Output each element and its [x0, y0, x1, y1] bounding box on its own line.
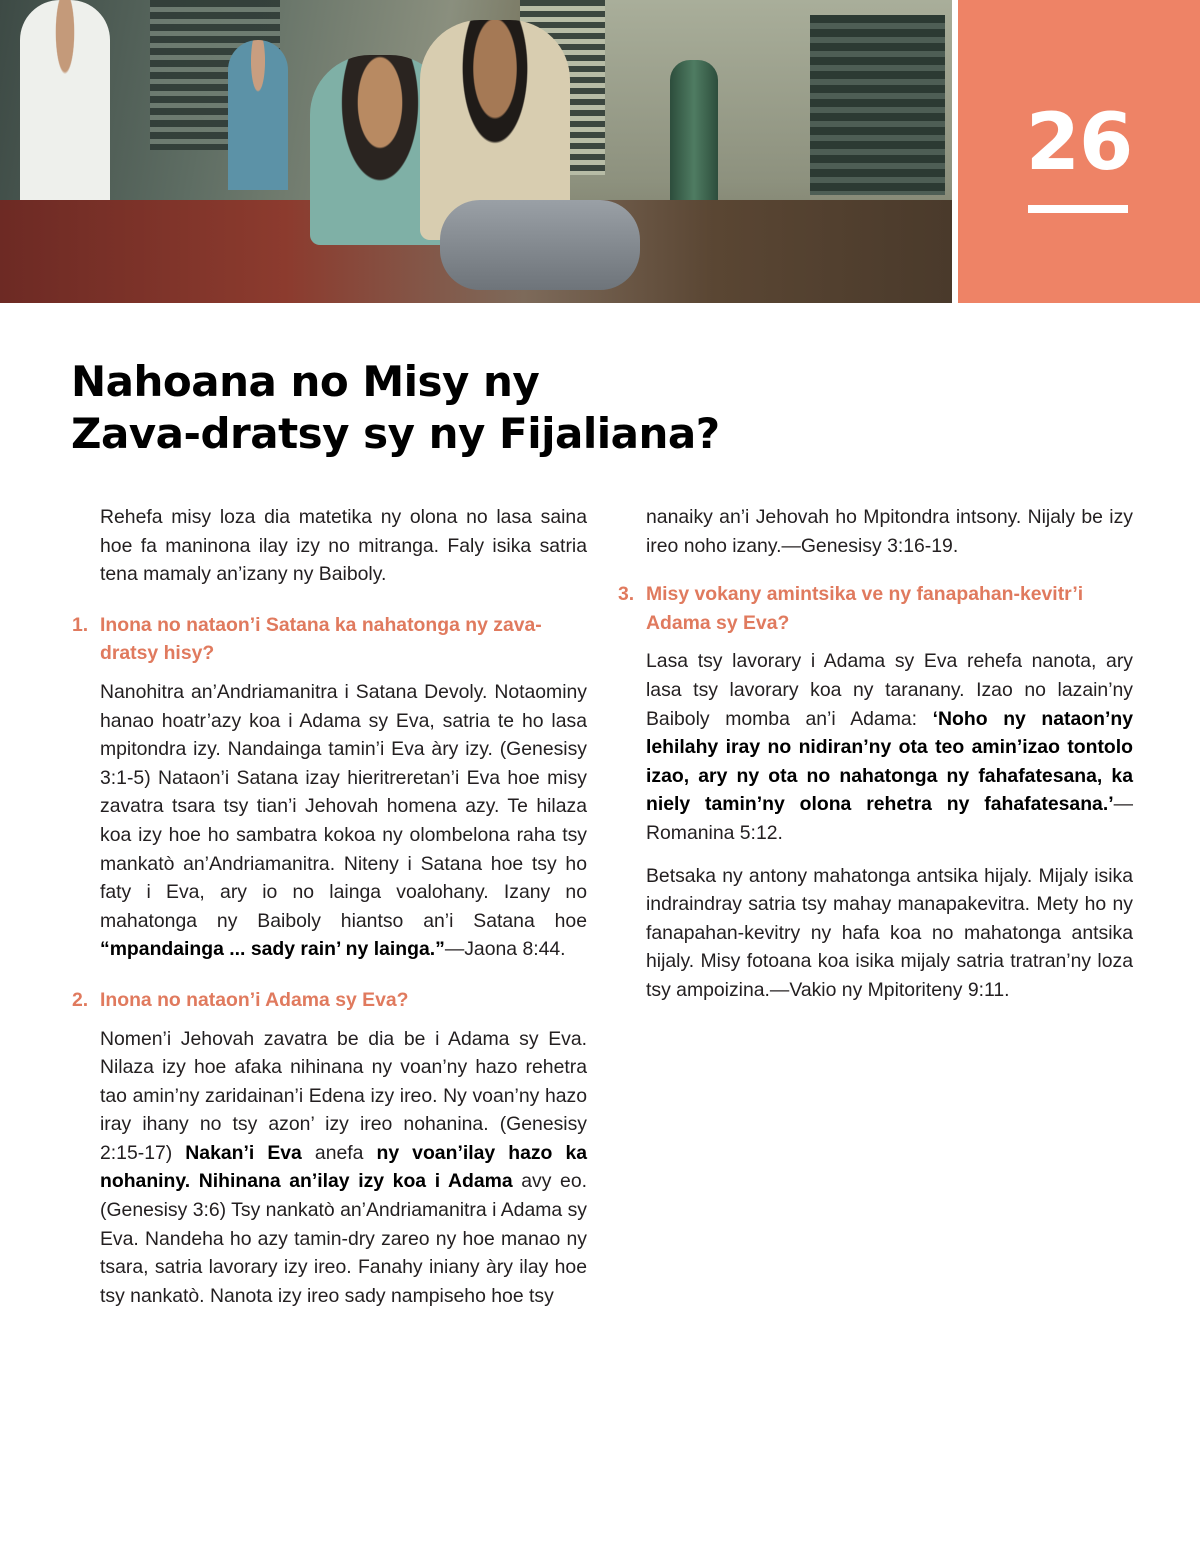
answer-2-paragraph	[100, 1025, 587, 1311]
question-1-number: 1.	[72, 613, 89, 636]
chapter-underline	[1028, 205, 1128, 213]
chapter-number: 26	[1025, 98, 1133, 188]
question-2-text: Inona no nataon’i Adama sy Eva?	[100, 988, 409, 1011]
answer-1-text: Nanohitra an’Andriamanitra i Satana Devoly. Notaominy hanao hoatr’azy koa i Adama sy Eva, satria te ho lasa mpitondra izy. Nandainga tamin’i Eva àry izy. (Genesisy 3:1-5) Nataon’i Satana izay hieritreretan’i Eva hoe misy zavatra tsara tsy tian’i Jehovah homena azy. Te hilaza koa izy hoe ho sambatra kokoa ny olombelona raha tsy mankatò an’Andriamanitra. Niteny i Satana hoe tsy ho faty i Eva, ary io no lainga voalohany. Izany no mahatonga ny Baiboly hiantso an’i Satana hoe	[100, 680, 587, 932]
chapter-tab	[958, 0, 1200, 303]
question-3	[618, 580, 1133, 637]
answer-1-quote: “mpandainga ... sady rain’ ny lainga.”	[100, 938, 445, 961]
answer-2-bold-b: ny voan’ilay hazo ka nohaniny. Nihinana an’ilay izy koa i Adama	[100, 1141, 588, 1193]
answer-2-continuation: nanaiky an’i Jehovah ho Mpitondra intsony. Nijaly be izy ireo noho izany.—Genesisy 3:16-19.	[646, 506, 1133, 557]
hospital-family-photo	[0, 0, 952, 303]
question-3-text: Misy vokany amintsika ve ny fanapahan-kevitr’i Adama sy Eva?	[646, 583, 1084, 634]
answer-3-paragraph-2: Betsaka ny antony mahatonga antsika hijaly. Mijaly isika indraindray satria tsy mahay manapakevitra. Mety ho ny fanapahan-kevitry ny hafa koa no mahatonga antsika hijaly. Misy fotoana koa isika mijaly satria tratran’ny loza tsy ampoizina.—Vakio ny Mpitoriteny 9:11.	[646, 864, 1133, 1001]
question-3-number: 3.	[618, 583, 635, 606]
question-1	[72, 611, 587, 668]
answer-1-paragraph	[100, 678, 587, 964]
page-title	[71, 356, 871, 460]
photo-child	[440, 200, 640, 290]
answer-2-text-a: Nomen’i Jehovah zavatra be dia be i Adama sy Eva. Nilaza izy hoe afaka nihinana ny voan’ny hazo rehetra tao amin’ny zaridainan’i Edena izy ireo. Ny voan’ny hazo iray ihany no tsy azon’ izy ireo nohanina. (Genesisy 2:15-17)	[100, 1027, 587, 1164]
answer-2-bold-a: Nakan’i Eva	[185, 1141, 302, 1164]
title-line-1: Nahoana no Misy ny	[71, 357, 540, 406]
answer-3-paragraph	[646, 647, 1133, 847]
photo-doctor	[20, 0, 110, 230]
left-column	[72, 503, 588, 1324]
question-2-number: 2.	[72, 988, 89, 1011]
answer-3-ref: —Romanina 5:12.	[646, 793, 1133, 844]
right-column	[618, 503, 1134, 1019]
title-line-2: Zava-dratsy sy ny Fijaliana?	[71, 409, 720, 458]
question-1-text: Inona no nataon’i Satana ka nahatonga ny zava-dratsy hisy?	[100, 613, 542, 665]
answer-1-ref: —Jaona 8:44.	[444, 938, 566, 961]
photo-nurse	[228, 40, 288, 190]
answer-3-text: Lasa tsy lavorary i Adama sy Eva rehefa nanota, ary lasa tsy lavorary koa ny taranany. Izao no lazain’ny Baiboly momba an’i Adama:	[646, 650, 1133, 730]
answer-2-text-d: avy eo. (Genesisy 3:6) Tsy nankatò an’Andriamanitra i Adama sy Eva. Nandeha ho azy tamin-dry zareo ny hoe manao ny tsara, satria lavorary izy ireo. Fanahy iniany àry ilay hoe tsy nankatò. Nanota izy ireo sady nampiseho hoe tsy	[100, 1170, 588, 1307]
answer-3-quote: ‘Noho ny nataon’ny lehilahy iray no nidiran’ny ota teo amin’izao tontolo izao, ary ny ota no nahatonga ny fahafatesana, ka niely tamin’ny olona rehetra ny fahafatesana.’	[646, 707, 1134, 816]
intro-paragraph: Rehefa misy loza dia matetika ny olona no lasa saina hoe fa maninona ilay izy no mitranga. Faly isika satria tena mamaly an’izany ny Baiboly.	[100, 506, 587, 586]
question-2	[72, 986, 587, 1015]
answer-2-text-c: anefa	[314, 1141, 364, 1164]
photo-shutter	[810, 15, 945, 195]
